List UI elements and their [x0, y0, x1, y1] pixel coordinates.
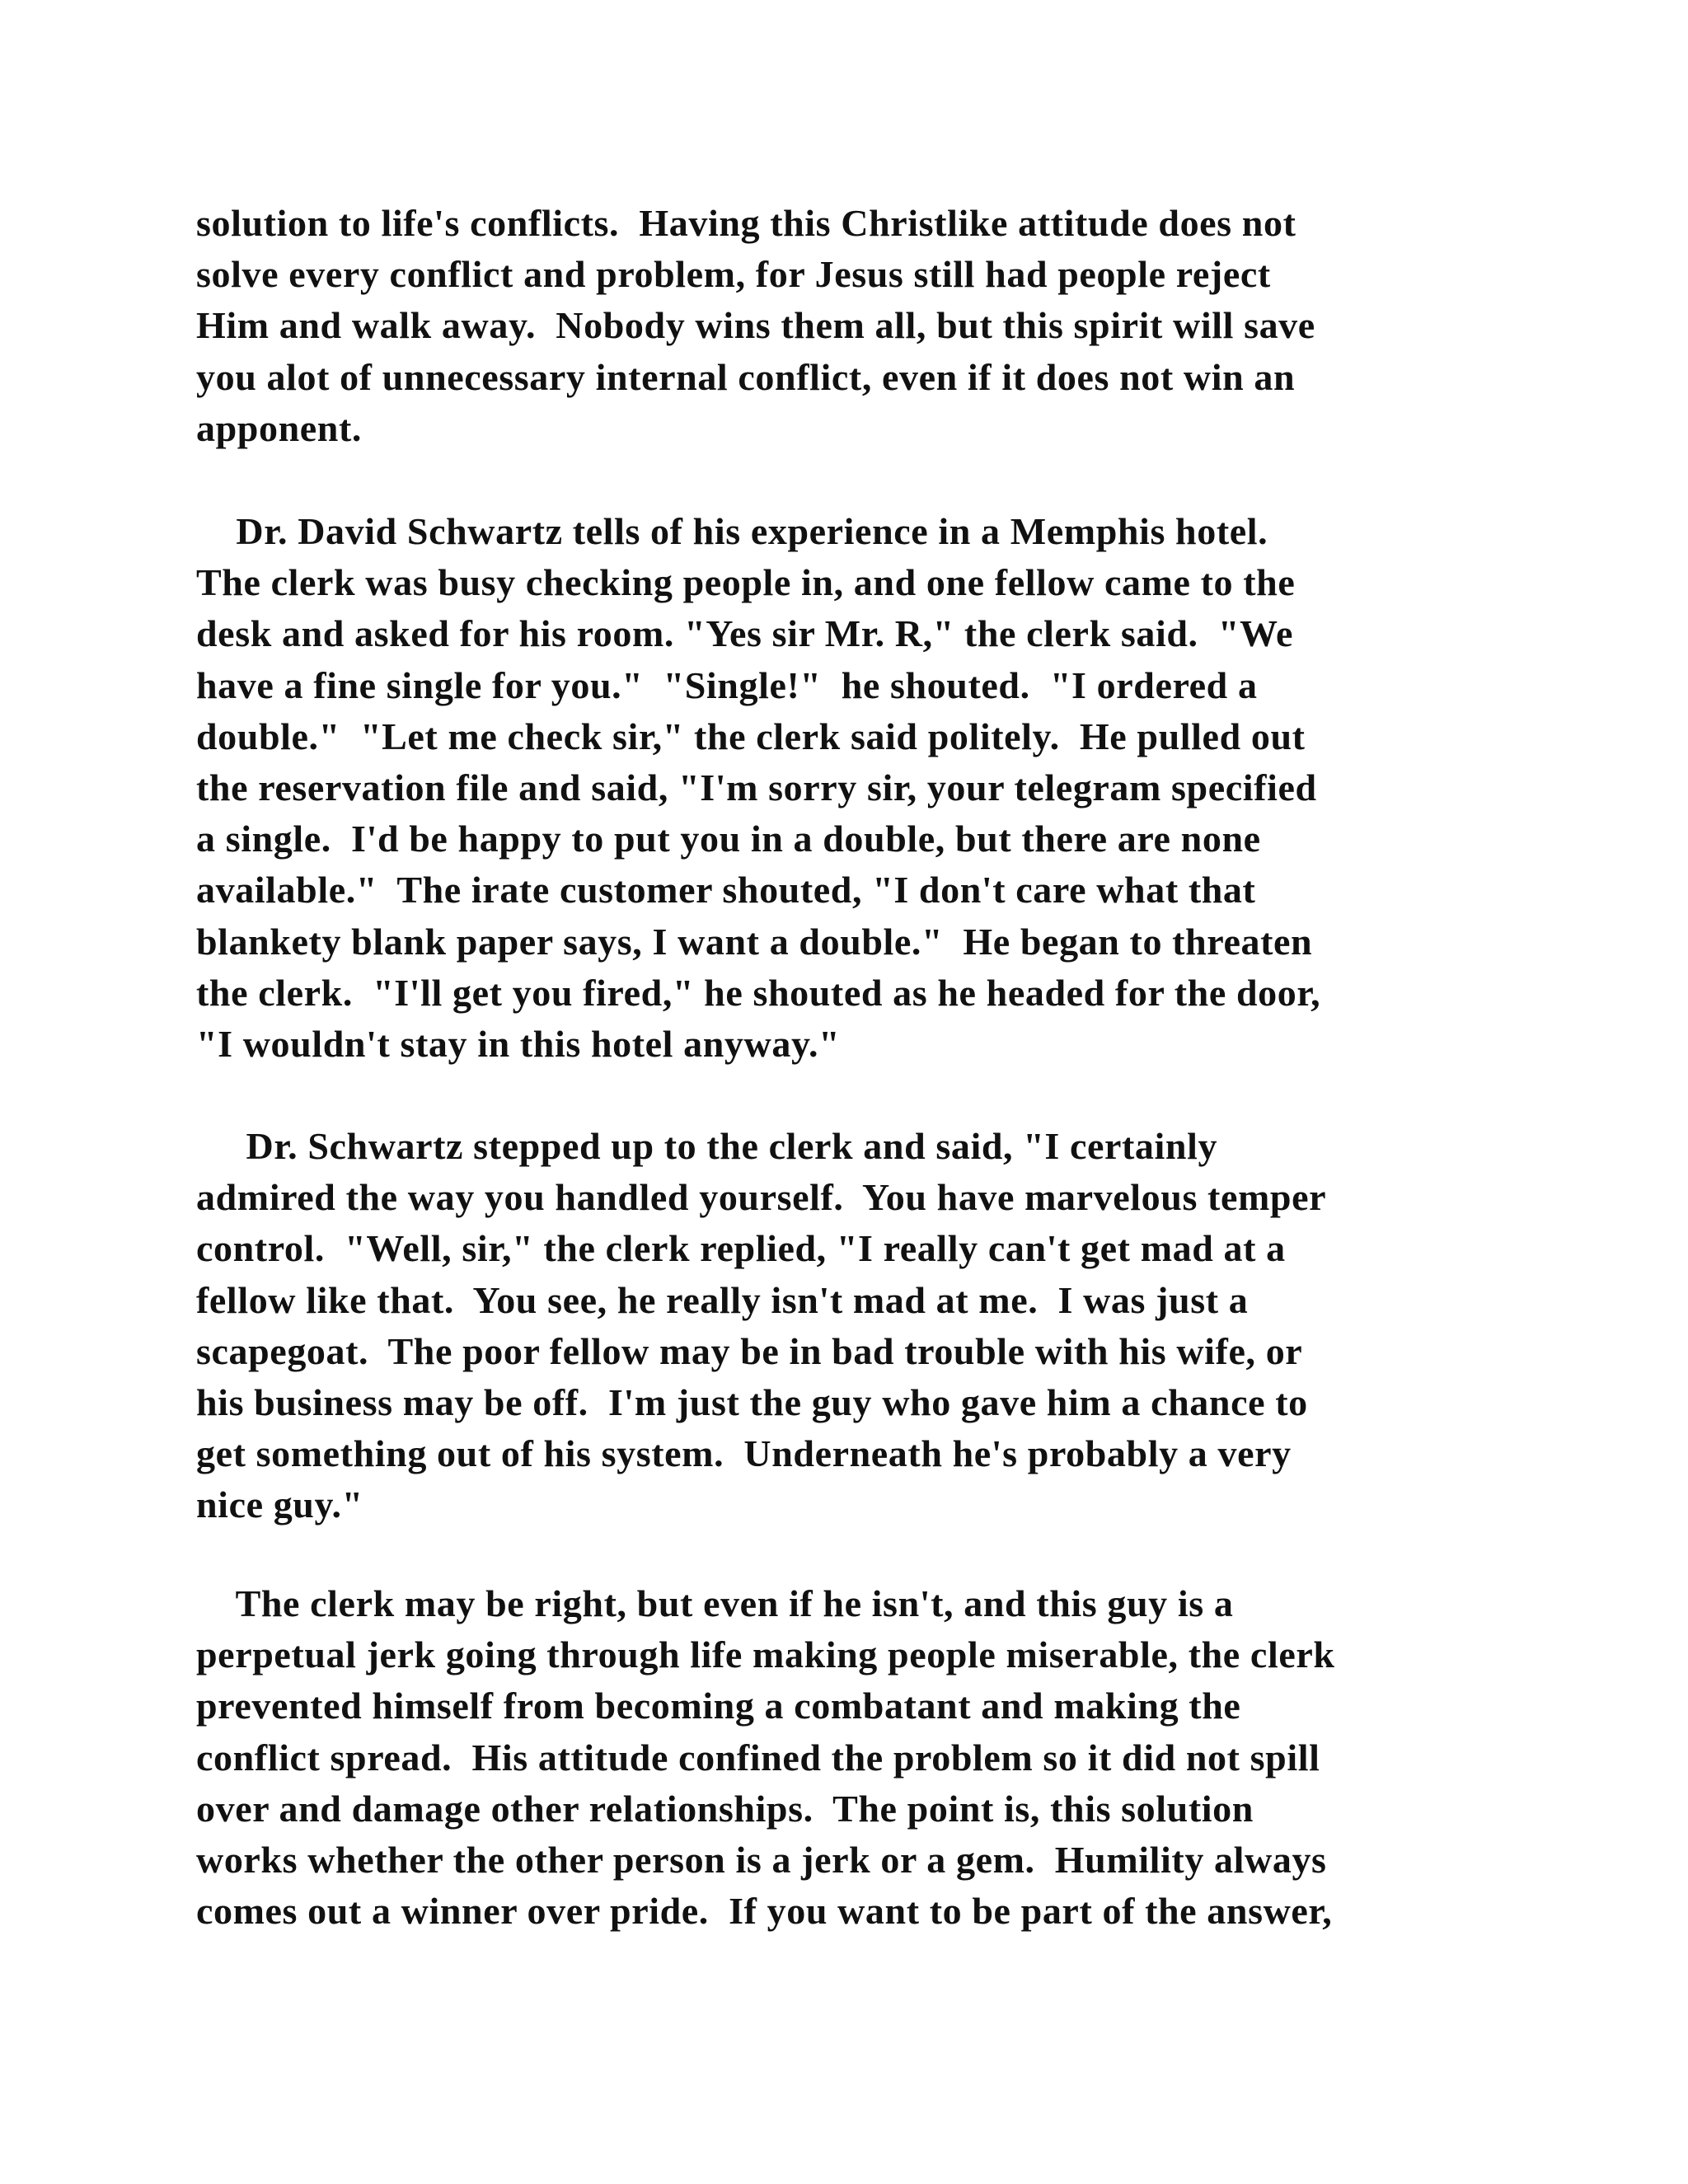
text-line: apponent.	[196, 406, 362, 449]
text-line: available." The irate customer shouted, "I don't care what that	[196, 869, 1256, 912]
paragraph-4	[196, 1578, 1548, 1937]
text-line: double." "Let me check sir," the clerk said politely. He pulled out	[196, 715, 1306, 757]
text-line: the clerk. "I'll get you fired," he shouted as he headed for the door,	[196, 971, 1321, 1014]
text-line: Dr. Schwartz stepped up to the clerk and said, "I certainly	[196, 1125, 1218, 1167]
paragraph-2	[196, 506, 1548, 1070]
text-line: prevented himself from becoming a combatant and making the	[196, 1685, 1241, 1727]
text-line: admired the way you handled yourself. You have marvelous temper	[196, 1176, 1327, 1219]
text-line: comes out a winner over pride. If you want to be part of the answer,	[196, 1890, 1333, 1933]
text-line: blankety blank paper says, I want a double." He began to threaten	[196, 920, 1313, 963]
text-line: control. "Well, sir," the clerk replied, "I really can't get mad at a	[196, 1227, 1286, 1270]
text-line: fellow like that. You see, he really isn't mad at me. I was just a	[196, 1278, 1249, 1321]
text-line: solution to life's conflicts. Having this Christlike attitude does not	[196, 202, 1296, 244]
text-line: nice guy."	[196, 1483, 363, 1526]
text-line: get something out of his system. Underneath he's probably a very	[196, 1432, 1292, 1475]
text-line: The clerk was busy checking people in, and one fellow came to the	[196, 561, 1296, 604]
text-line: perpetual jerk going through life making people miserable, the clerk	[196, 1633, 1335, 1676]
text-line: have a fine single for you." "Single!" he shouted. "I ordered a	[196, 663, 1258, 706]
text-line: "I wouldn't stay in this hotel anyway."	[196, 1022, 841, 1065]
text-line: The clerk may be right, but even if he isn't, and this guy is a	[196, 1582, 1234, 1624]
text-line: the reservation file and said, "I'm sorry sir, your telegram specified	[196, 766, 1317, 808]
text-line: his business may be off. I'm just the guy who gave him a chance to	[196, 1380, 1308, 1423]
text-line: a single. I'd be happy to put you in a double, but there are none	[196, 818, 1261, 860]
text-line: works whether the other person is a jerk or a gem. Humility always	[196, 1838, 1327, 1881]
text-line: conflict spread. His attitude confined the problem so it did not spill	[196, 1736, 1320, 1779]
paragraph-3	[196, 1121, 1548, 1531]
text-line: scapegoat. The poor fellow may be in bad trouble with his wife, or	[196, 1329, 1303, 1372]
text-line: solve every conflict and problem, for Jesus still had people reject	[196, 253, 1271, 296]
text-line: you alot of unnecessary internal conflict, even if it does not win an	[196, 355, 1296, 398]
text-line: Him and walk away. Nobody wins them all, but this spirit will save	[196, 304, 1315, 347]
paragraph-1	[196, 198, 1548, 454]
text-line: desk and asked for his room. "Yes sir Mr. R," the clerk said. "We	[196, 612, 1294, 655]
text-line: over and damage other relationships. The point is, this solution	[196, 1787, 1254, 1830]
text-line: Dr. David Schwartz tells of his experience in a Memphis hotel.	[196, 510, 1268, 552]
